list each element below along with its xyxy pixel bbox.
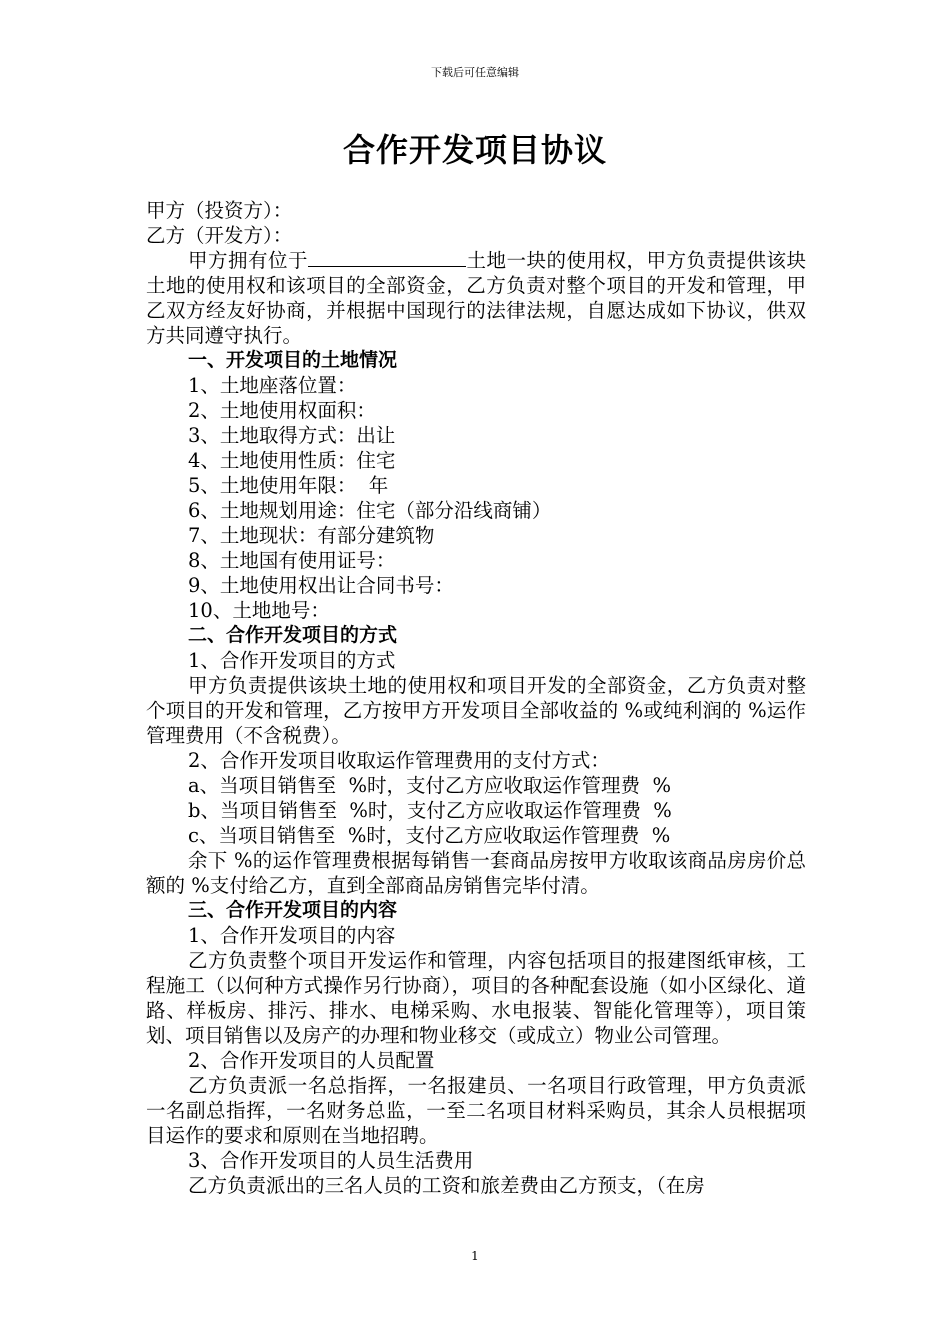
payment-item-c: c、当项目销售至 %时，支付乙方应收取运作管理费 % — [188, 824, 671, 847]
intro-text-end: 土地一块的使用权，甲方负责提供该块土地的使用权和该项目的全部资金，乙方负责对整个项目的开发和管理，甲乙双方经友好协商，并根据中国现行的法律法规，自愿达成如下协议，供双方共同遵守执行。 — [146, 249, 806, 347]
land-item: 3、土地取得方式：出让 — [188, 424, 396, 447]
section3-sub2: 2、合作开发项目的人员配置 — [188, 1049, 435, 1072]
intro-text-start: 甲方拥有位于 — [188, 249, 308, 272]
payment-item-b: b、当项目销售至 %时，支付乙方应收取运作管理费 % — [188, 799, 672, 822]
page-number: 1 — [471, 1249, 479, 1263]
section2-sub2: 2、合作开发项目收取运作管理费用的支付方式： — [188, 749, 610, 772]
payment-item-a: a、当项目销售至 %时，支付乙方应收取运作管理费 % — [188, 774, 671, 797]
section2-para2: 余下 %的运作管理费根据每销售一套商品房按甲方收取该商品房房价总额的 %支付给乙方，直到全部商品房销售完毕付清。 — [146, 849, 806, 897]
section3-para3: 乙方负责派出的三名人员的工资和旅差费由乙方预支，（在房 — [188, 1174, 705, 1197]
section3-sub3: 3、合作开发项目的人员生活费用 — [188, 1149, 474, 1172]
document-body — [146, 198, 806, 1198]
section2-heading: 二、合作开发项目的方式 — [188, 624, 398, 646]
land-item: 6、土地规划用途：住宅（部分沿线商铺） — [188, 499, 552, 522]
party-b-line: 乙方（开发方）： — [146, 224, 293, 247]
land-item: 10、土地地号： — [188, 599, 330, 622]
land-item: 2、土地使用权面积： — [188, 399, 376, 422]
land-item: 1、土地座落位置： — [188, 374, 357, 397]
land-item: 8、土地国有使用证号： — [188, 549, 396, 572]
document-title: 合作开发项目协议 — [342, 131, 607, 169]
section3-sub1: 1、合作开发项目的内容 — [188, 924, 396, 947]
section3-para1: 乙方负责整个项目开发运作和管理，内容包括项目的报建图纸审核，工程施工（以何种方式操作另行协商），项目的各种配套设施（如小区绿化、道路、样板房、排污、排水、电梯采购、水电报装、智能化管理等），项目策划、项目销售以及房产的办理和物业移交（或成立）物业公司管理。 — [146, 949, 806, 1047]
party-a-line: 甲方（投资方）： — [146, 199, 293, 222]
section3-para2: 乙方负责派一名总指挥，一名报建员、一名项目行政管理，甲方负责派一名副总指挥，一名财务总监，一至二名项目材料采购员，其余人员根据项目运作的要求和原则在当地招聘。 — [146, 1074, 806, 1147]
location-blank-line — [308, 248, 466, 267]
land-item: 5、土地使用年限： 年 — [188, 474, 389, 497]
section2-sub1: 1、合作开发项目的方式 — [188, 649, 396, 672]
section1-heading: 一、开发项目的土地情况 — [188, 349, 398, 371]
header-note: 下载后可任意编辑 — [431, 66, 519, 79]
land-item: 7、土地现状：有部分建筑物 — [188, 524, 435, 547]
section2-para1: 甲方负责提供该块土地的使用权和项目开发的全部资金，乙方负责对整个项目的开发和管理，乙方按甲方开发项目全部收益的 %或纯利润的 %运作管理费用（不含税费）。 — [146, 674, 806, 747]
land-item: 4、土地使用性质：住宅 — [188, 449, 396, 472]
intro-paragraph — [146, 248, 806, 348]
section3-heading: 三、合作开发项目的内容 — [188, 899, 398, 921]
land-item: 9、土地使用权出让合同书号： — [188, 574, 454, 597]
